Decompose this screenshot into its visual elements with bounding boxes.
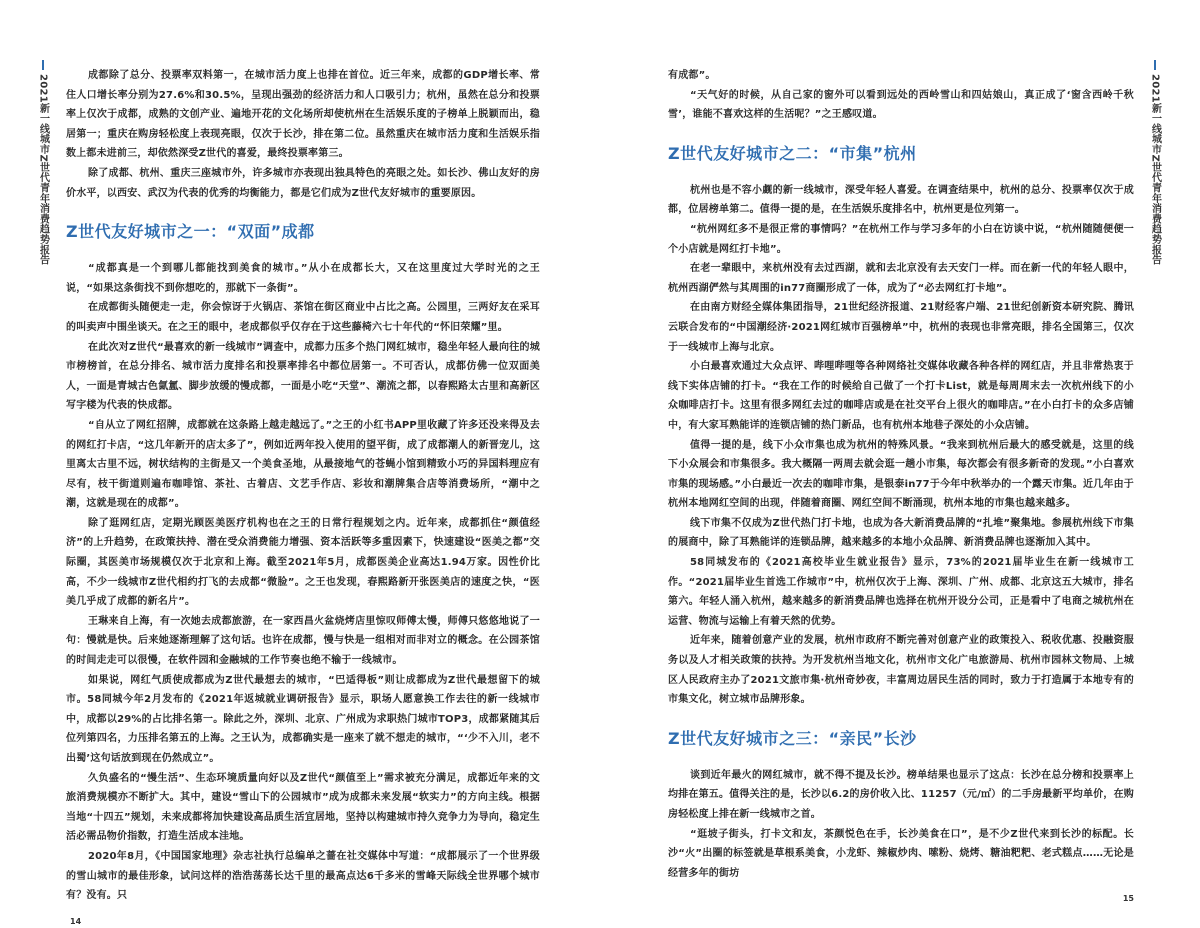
paragraph: 58同城发布的《2021高校毕业生就业报告》显示，73%的2021届毕业生在新一线城市工作。“2021届毕业生首选工作城市”中，杭州仅次于上海、深圳、广州、成都、北京这五大城市，排名第六。年轻人涌入杭州，越来越多的新消费品牌也选择在杭州开设分公司，正是看中了电商之城杭州在运营、物流与运输上有着天然的优势。 xyxy=(668,557,1134,627)
paragraph: 谈到近年最火的网红城市，就不得不提及长沙。榜单结果也显示了这点：长沙在总分榜和投票率上均排在第五。值得关注的是，长沙以6.2的房价收入比、11257（元/㎡）的二手房最新平均单价，在购房轻松度上排在新一线城市之首。 xyxy=(668,769,1134,820)
paragraph: 除了成都、杭州、重庆三座城市外，许多城市亦表现出独具特色的亮眼之处。如长沙、佛山友好的房价水平，以西安、武汉为代表的优秀的均衡能力，都是它们成为Z世代友好城市的重要原因。 xyxy=(66,167,540,199)
paragraph: “成都真是一个到哪儿都能找到美食的城市。”从小在成都长大，又在这里度过大学时光的之王说，“如果这条街找不到你想吃的，那就下一条街”。 xyxy=(66,263,540,294)
paragraph: 在由南方财经全媒体集团指导，21世纪经济报道、21财经客户端、21世纪创新资本研究院、腾讯云联合发布的“中国潮经济·2021网红城市百强榜单”中，杭州的表现也非常亮眼，排名全国第三，仅次于一线城市上海与北京。 xyxy=(668,302,1134,353)
paragraph: 杭州也是不容小觑的新一线城市，深受年轻人喜爱。在调查结果中，杭州的总分、投票率仅次于成都，位居榜单第二。值得一提的是，在生活娱乐度排名中，杭州更是位列第一。 xyxy=(668,184,1134,216)
section-heading: Z世代友好城市之三：“亲民”长沙 xyxy=(668,728,917,748)
paragraph: 在老一辈眼中，来杭州没有去过西湖，就和去北京没有去天安门一样。而在新一代的年轻人眼中，杭州西湖俨然与其周围的in77商圈形成了一体，成为了“必去网红打卡地”。 xyxy=(668,263,1134,294)
page-number: 14 xyxy=(70,916,82,926)
left-page xyxy=(0,0,600,926)
body-text xyxy=(668,66,1134,905)
paragraph: 小白最喜欢通过大众点评、哔哩哔哩等各种网络社交媒体收藏各种各样的网红店，并且非常热衷于线下实体店铺的打卡。“我在工作的时候给自己做了一个打卡List，就是每周周末去一次杭州线下的小众咖啡店打卡。这里有很多网红去过的咖啡店或是在社交平台上很火的咖啡店。”在小白打卡的众多店铺中，有大家耳熟能详的连锁店铺的热门新品，也有杭州本地巷子深处的小众店铺。 xyxy=(668,361,1134,431)
page-number: 15 xyxy=(1122,894,1134,904)
paragraph: “杭州网红多不是很正常的事情吗？”在杭州工作与学习多年的小白在访谈中说，“杭州随随便便一个小店就是网红打卡地”。 xyxy=(668,223,1134,255)
paragraph: “自从立了网红招牌，成都就在这条路上越走越远了。”之王的小红书APP里收藏了许多还没来得及去的网红打卡店，“这几年新开的店太多了”，例如近两年投入使用的望平街，成了成都潮人的新晋宠儿，这里离太古里不远，树状结构的主街是又一个美食圣地，从最接地气的苍蝇小馆到精致小巧的异国料理应有尽有，枝干街道则遍布咖啡馆、茶社、古着店、文艺手作店、彩妆和潮牌集合店等消费场所，“潮中之潮，这就是现在的成都”。 xyxy=(66,419,540,510)
paragraph: “逛坡子街头，打卡文和友，茶颜悦色在手，长沙美食在口”，是不少Z世代来到长沙的标配。长沙“火”出圈的标签就是草根系美食，小龙虾、辣椒炒肉、嗦粉、烧烤、糖油粑粑、老式糕点……无论是经营多年的街坊 xyxy=(668,828,1134,879)
paragraph: 如果说，网红气质使成都成为Z世代最想去的城市，“巴适得板”则让成都成为Z世代最想留下的城市。58同城今年2月发布的《2021年返城就业调研报告》显示，职场人愿意换工作去往的新一线城市中，成都以29%的占比排名第一。除此之外，深圳、北京、广州成为求职热门城市TOP3，成都紧随其后位列第四名，力压排名第五的上海。之王认为，成都确实是一座来了就不想走的城市，“‘少不入川，老不出蜀’这句话放到现在仍然成立”。 xyxy=(66,674,540,764)
right-page xyxy=(600,0,1200,904)
paragraph: 王琳来自上海，有一次她去成都旅游，在一家西昌火盆烧烤店里惊叹师傅太慢，师傅只悠悠地说了一句：慢就是快。后来她逐渐理解了这句话。也许在成都，慢与快是一组相对而非对立的概念。在公园茶馆的时间走走可以很慢，在软件园和金融城的工作节奏也绝不输于一线城市。 xyxy=(66,615,540,667)
running-title-tab xyxy=(36,60,50,265)
paragraph: 有成都”。 xyxy=(668,70,716,81)
section-heading: Z世代友好城市之一：“双面”成都 xyxy=(66,222,315,242)
paragraph: 2020年8月，《中国国家地理》杂志社执行总编单之蔷在社交媒体中写道：“成都展示了一个世界级的雪山城市的最佳形象，试问这样的浩浩荡荡长达千里的最高点达6千多米的雪峰天际线全世界哪个城市有？没有。只 xyxy=(66,850,540,902)
accent-bar xyxy=(1154,60,1156,70)
body-text xyxy=(66,66,540,928)
paragraph: 线下市集不仅成为Z世代热门打卡地，也成为各大新消费品牌的“扎堆”聚集地。参展杭州线下市集的展商中，除了耳熟能详的连锁品牌，越来越多的本地小众品牌、新消费品牌也逐渐加入其中。 xyxy=(668,517,1134,549)
paragraph: “天气好的时候，从自己家的窗外可以看到远处的西岭雪山和四姑娘山，真正成了‘窗含西岭千秋雪’，谁能不喜欢这样的生活呢？”之王感叹道。 xyxy=(668,89,1134,121)
running-title-tab xyxy=(1148,60,1162,265)
running-title: 2021新一线城市Z世代青年消费趋势报告 xyxy=(37,74,49,266)
paragraph: 近年来，随着创意产业的发展，杭州市政府不断完善对创意产业的政策投入、税收优惠、投融资服务以及人才相关政策的扶持。为开发杭州当地文化，杭州市文化广电旅游局、杭州市园林文物局、上城区人民政府主办了2021文旅市集·杭州奇妙夜，丰富周边居民生活的同时，致力于打造属于本地专有的市集文化，树立城市品牌形象。 xyxy=(668,635,1134,706)
running-title: 2021新一线城市Z世代青年消费趋势报告 xyxy=(1149,74,1161,266)
paragraph: 成都除了总分、投票率双料第一，在城市活力度上也排在首位。近三年来，成都的GDP增长率、常住人口增长率分别为27.6%和30.5%，呈现出强劲的经济活力和人口吸引力；杭州，虽然在总分和投票率上仅次于成都，成熟的文创产业、遍地开花的文化场所却使杭州在生活娱乐度的子榜单上脱颖而出，稳居第一；重庆在购房轻松度上表现亮眼，仅次于长沙，排在第二位。虽然重庆在城市活力度和生活娱乐指数上都未进前三，却依然深受Z世代的喜爱，最终投票率第三。 xyxy=(66,70,540,160)
paragraph: 久负盛名的“慢生活”、生态环境质量向好以及Z世代“颜值至上”需求被充分满足，成都近年来的文旅消费规模亦不断扩大。其中，建设“雪山下的公园城市”成为成都未来发展“软实力”的方向主线。根据当地“十四五”规划，未来成都将加快建设高品质生活宜居地，坚持以构建城市持久竞争力为导向，稳定生活必需品物价指数，打造生活成本洼地。 xyxy=(66,772,540,843)
paragraph: 值得一提的是，线下小众市集也成为杭州的特殊风景。“我来到杭州后最大的感受就是，这里的线下小众展会和市集很多。我大概隔一两周去就会逛一趟小市集，每次都会有很多新奇的发现。”小白喜欢市集的现场感。”小白最近一次去的咖啡市集，是银泰in77于今年中秋举办的一个露天市集。近几年由于杭州本地网红空间的出现，伴随着商圈、网红空间不断涌现，杭州本地的市集也越来越多。 xyxy=(668,439,1134,510)
paragraph: 在此次对Z世代“最喜欢的新一线城市”调查中，成都力压多个热门网红城市，稳坐年轻人最向往的城市榜榜首，在总分排名、城市活力度排名和投票率排名中都位居第一。不可否认，成都仿佛一位双面美人，一面是青城古色氤氲、脚步放缓的慢成都，一面是小吃“天堂”、潮流之都，以春熙路太古里和高新区写字楼为代表的快成都。 xyxy=(66,341,540,412)
accent-bar xyxy=(42,60,44,70)
paragraph: 在成都街头随便走一走，你会惊讶于火锅店、茶馆在街区商业中占比之高。公园里，三两好友在采耳的叫卖声中围坐谈天。在之王的眼中，老成都似乎仅存在于这些藤椅六七十年代的“怀旧荣耀”里。 xyxy=(66,302,540,333)
paragraph: 除了逛网红店，定期光顾医美医疗机构也在之王的日常行程规划之内。近年来，成都抓住“颜值经济”的上升趋势，在政策扶持、潜在受众消费能力增强、资本活跃等多重因素下，快速建设“医美之都”交际圈，其医美市场规模仅次于北京和上海。截至2021年5月，成都医美企业高达1.94万家。因性价比高，不少一线城市Z世代相约打飞的去成都“微脸”。之王也发现，春熙路新开张医美店的速度之快，“医美几乎成了成都的新名片”。 xyxy=(66,517,540,608)
section-heading: Z世代友好城市之二：“市集”杭州 xyxy=(668,143,917,163)
